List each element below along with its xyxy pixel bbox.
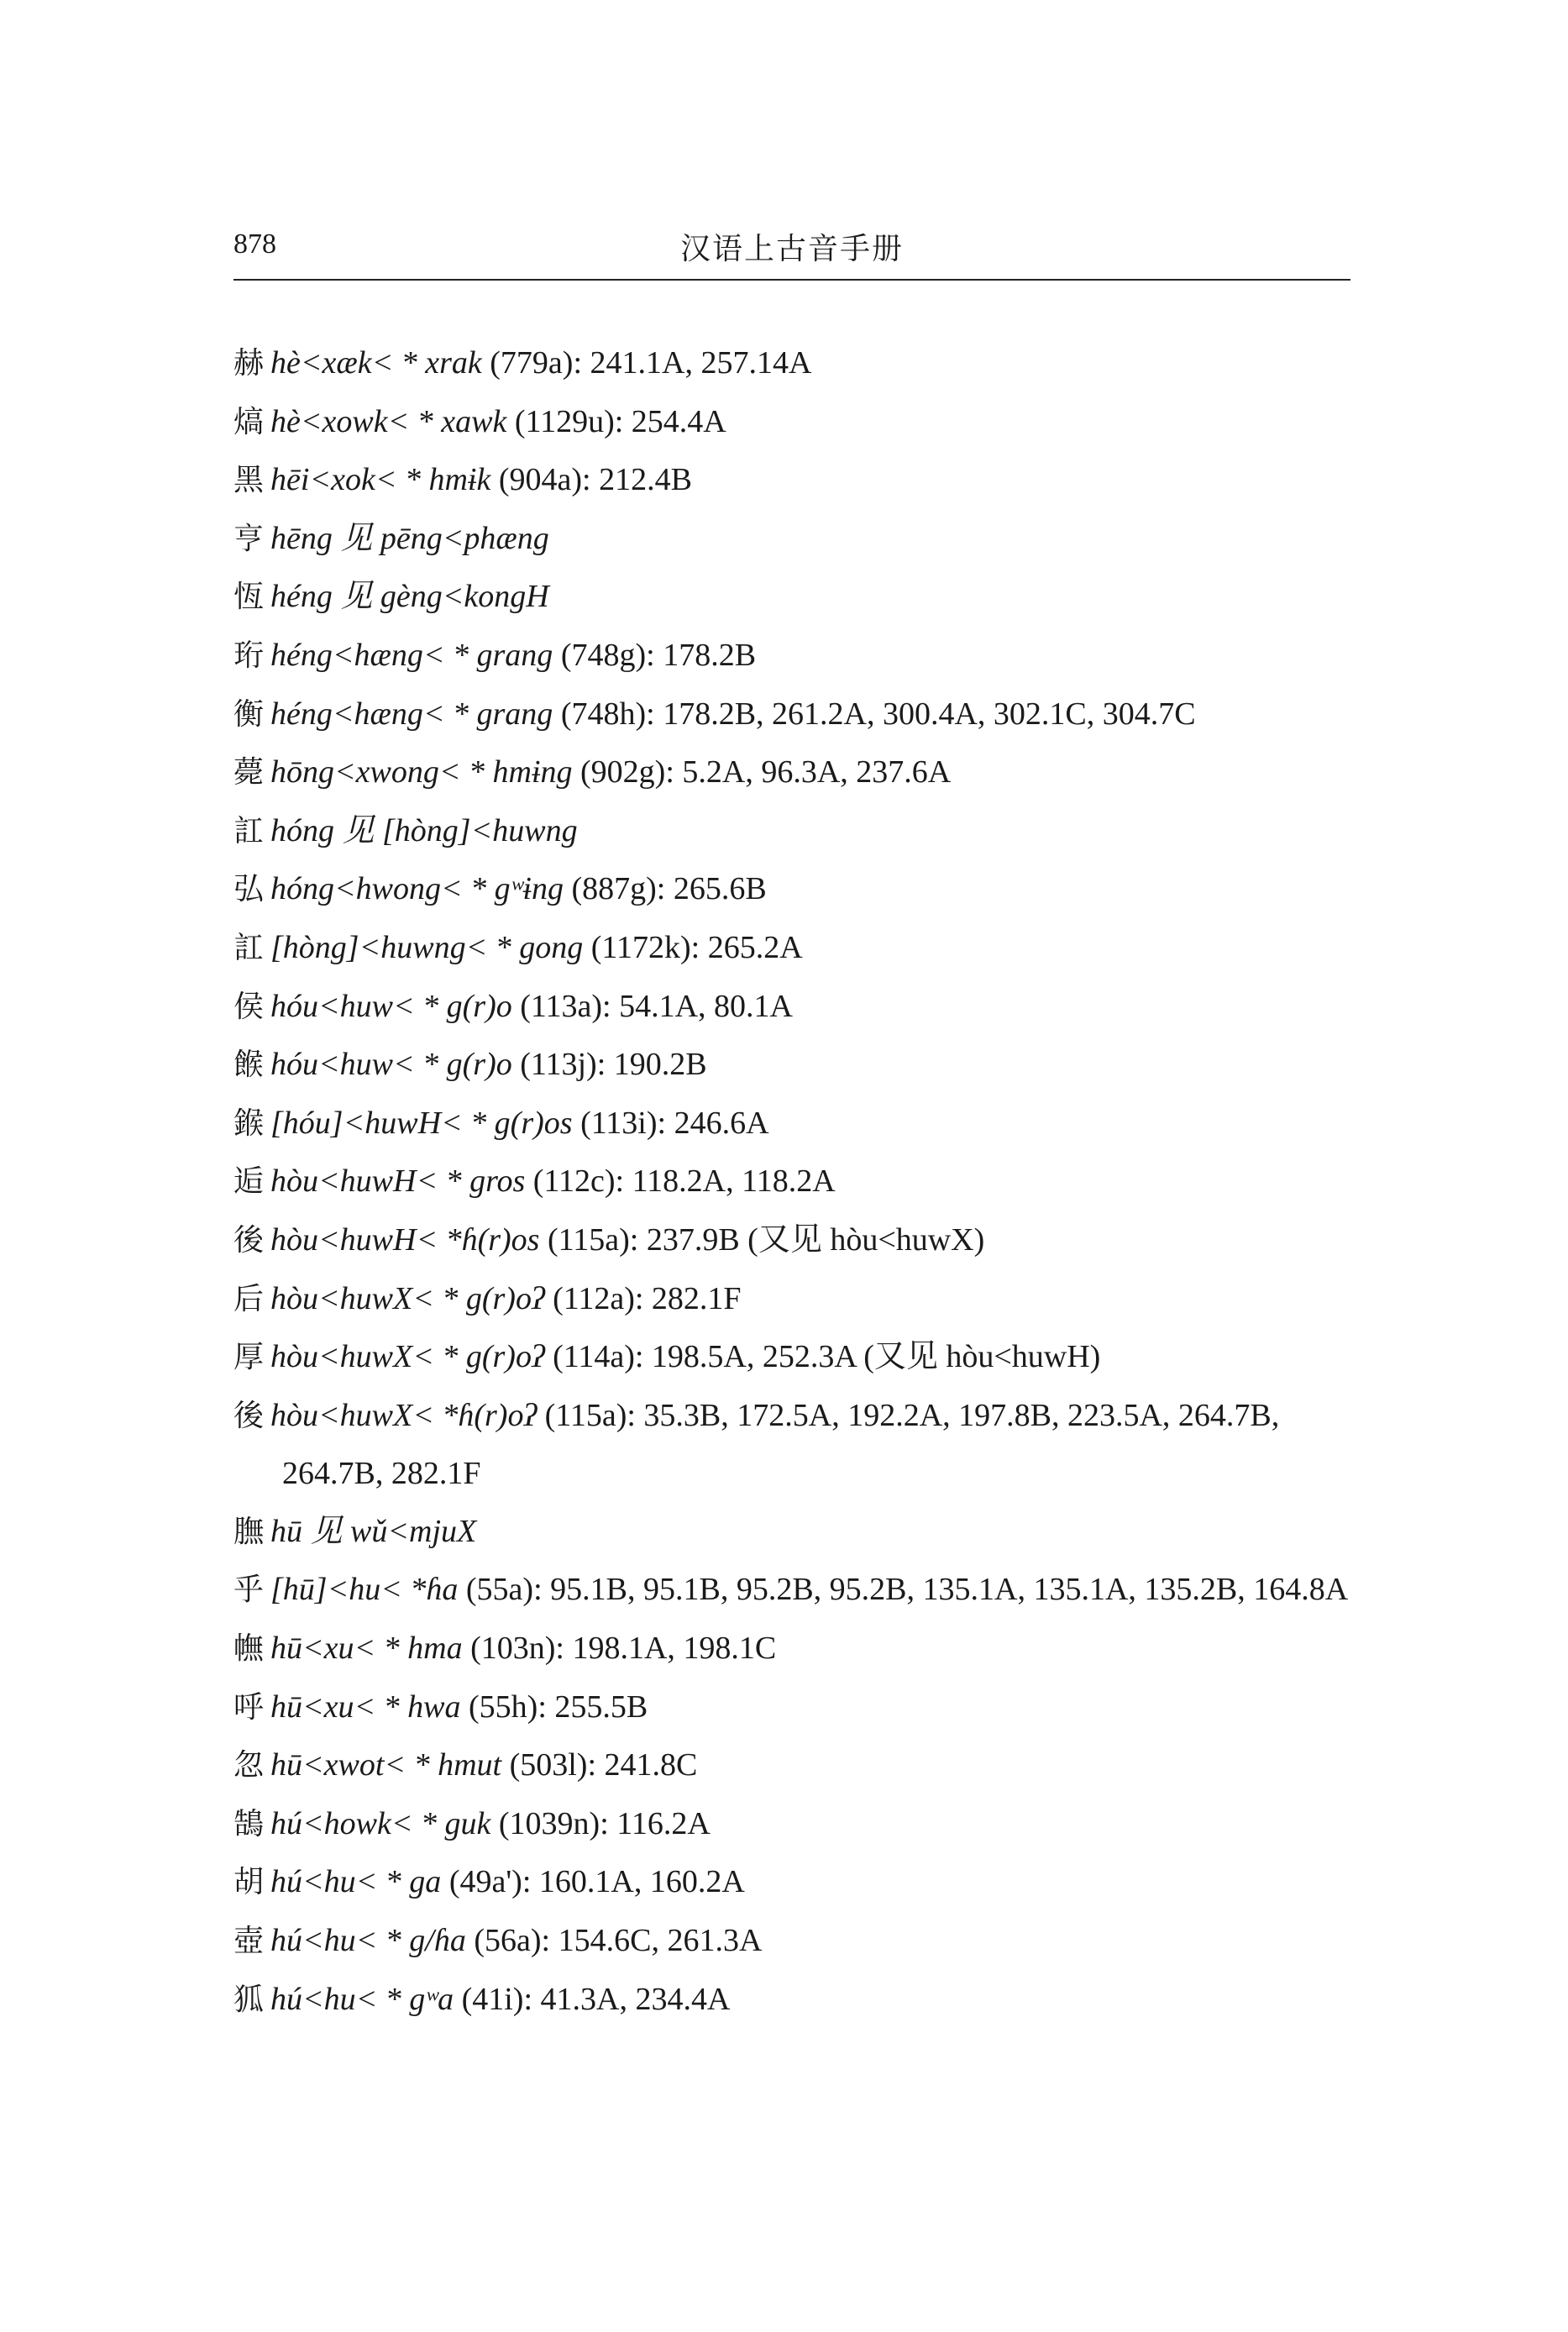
entry-references: 95.1B, 95.1B, 95.2B, 95.2B, 135.1A, 135.1A, 135.2B, 164.8A [542,1572,1349,1608]
entry-character: 後 [233,1222,265,1258]
entry-character: 逅 [233,1164,265,1200]
entry-reading: héng<hæng< * grang [270,637,553,673]
entry-gsr-number: (56a): [465,1923,551,1959]
entry-references: 237.9B (又见 hòu<huwX) [638,1221,985,1258]
entry-references: 154.6C, 261.3A [550,1923,763,1959]
entry-reading: [hū]<hu< *ɦa [270,1572,459,1608]
dictionary-entry [233,1095,1350,1153]
entry-reading: hū 见 wǔ<mjuX [270,1513,477,1549]
dictionary-entry [233,1678,1350,1737]
entry-gsr-number: (112c): [525,1163,625,1200]
dictionary-entry [233,919,1350,978]
entry-gsr-number: (748h): [553,696,655,732]
entry-gsr-number: (748g): [553,637,655,673]
entry-references: 212.4B [590,462,692,498]
entry-gsr-number: (113j): [511,1047,606,1083]
page-number: 878 [233,228,276,260]
entry-character: 后 [233,1281,265,1316]
entry-reading: hēi<xok< * hmɨk [270,462,491,498]
entry-reading: hú<howk< * guk [270,1805,491,1841]
entry-reading: hū<xu< * hwa [270,1689,461,1725]
dictionary-entry [233,1153,1350,1211]
entry-references: 116.2A [608,1805,711,1841]
dictionary-entry [233,510,1350,569]
entry-character: 恆 [233,580,265,615]
dictionary-entry [233,334,1350,393]
entry-reading: hú<hu< * g/ɦa [270,1923,466,1959]
entry-character: 侯 [233,989,265,1024]
entry-reading: hōng<xwong< * hmɨng [270,754,573,790]
entry-gsr-number: (113i): [572,1105,667,1141]
entry-reading: [hòng]<huwng< * gong [270,929,584,965]
entry-gsr-number: (115a): [539,1221,639,1258]
entry-gsr-number: (41i): [454,1981,533,2017]
dictionary-entry [233,1036,1350,1095]
entry-reading: hóu<huw< * g(r)o [270,1047,512,1083]
entry-gsr-number: (904a): [490,462,591,498]
entry-character: 厚 [233,1340,265,1375]
entry-character: 胡 [233,1865,265,1900]
entry-references: 265.2A [700,929,803,965]
dictionary-entry [233,1328,1350,1387]
dictionary-entry [233,1736,1350,1795]
entry-references: 54.1A, 80.1A [611,988,793,1024]
dictionary-entry [233,1795,1350,1854]
entry-gsr-number: (902g): [572,754,674,790]
entry-references: 5.2A, 96.3A, 237.6A [674,754,952,790]
dictionary-entry [233,743,1350,802]
entry-reading: hè<xæk< * xrak [270,345,482,381]
entry-character: 膴 [233,1514,265,1549]
entry-reading: héng<hæng< * grang [270,696,553,732]
entry-reading: hòu<huwH< *ɦ(r)os [270,1221,540,1258]
dictionary-entry [233,393,1350,452]
entry-character: 赫 [233,346,265,381]
entry-gsr-number: (1039n): [490,1805,609,1841]
entry-references: 160.1A, 160.2A [531,1864,745,1900]
entry-gsr-number: (503l): [501,1747,597,1783]
entry-reading: hóu<huw< * g(r)o [270,988,512,1024]
entry-gsr-number: (115a): [537,1397,636,1433]
entry-references: 41.3A, 234.4A [532,1981,731,2017]
entry-character: 乎 [233,1573,265,1608]
page-header [233,225,1350,281]
entry-gsr-number: (103n): [462,1631,564,1667]
entry-references: 282.1F [643,1280,742,1316]
dictionary-entry [233,451,1350,510]
entry-reading: hòu<huwX< *ɦ(r)oʔ [270,1397,538,1433]
dictionary-entry [233,1387,1350,1503]
entry-references: 241.1A, 257.14A [582,345,812,381]
entry-gsr-number: (113a): [511,988,611,1024]
entry-character: 呼 [233,1689,265,1725]
dictionary-entry [233,1561,1350,1620]
entry-reading: hēng 见 pēng<phæng [270,520,549,556]
dictionary-entry [233,1270,1350,1329]
dictionary-entry [233,1503,1350,1562]
dictionary-entry [233,860,1350,919]
entry-character: 弘 [233,872,265,907]
entry-reading: [hóu]<huwH< * g(r)os [270,1105,573,1141]
entry-references: 178.2B, 261.2A, 300.4A, 302.1C, 304.7C [654,696,1196,732]
entry-references: 178.2B [654,637,757,673]
dictionary-entry [233,685,1350,744]
entry-character: 衡 [233,696,265,732]
entry-character: 黑 [233,463,265,498]
entry-reading: hòu<huwX< * g(r)oʔ [270,1339,545,1375]
dictionary-entry [233,978,1350,1037]
entry-character: 訌 [233,813,265,848]
entry-reading: hè<xowk< * xawk [270,403,507,439]
entry-gsr-number: (49a'): [441,1864,532,1900]
entry-references: 255.5B [546,1689,648,1725]
entry-character: 薨 [233,755,265,790]
entry-reading: hú<hu< * gʷa [270,1981,454,2017]
entry-references: 241.8C [596,1747,698,1783]
entry-reading: hóng<hwong< * gʷɨng [270,871,564,907]
entry-gsr-number: (779a): [481,345,582,381]
entry-reading: héng 见 gèng<kongH [270,579,549,615]
entry-references: 265.6B [665,871,767,907]
dictionary-entry [233,1853,1350,1912]
entry-reading: hū<xu< * hma [270,1631,463,1667]
dictionary-entry [233,802,1350,861]
dictionary-entry [233,1971,1350,2030]
entry-character: 亨 [233,521,265,556]
entry-gsr-number: (55h): [460,1689,547,1725]
dictionary-entry [233,568,1350,627]
entry-character: 珩 [233,638,265,673]
entry-reading: hū<xwot< * hmut [270,1747,502,1783]
entry-reading: hú<hu< * ga [270,1864,442,1900]
entry-character: 熇 [233,404,265,439]
entry-character: 幠 [233,1631,265,1667]
running-title: 汉语上古音手册 [679,232,904,266]
entry-gsr-number: (114a): [544,1339,644,1375]
entry-references: 118.2A, 118.2A [624,1163,836,1200]
entry-reading: hòu<huwH< * gros [270,1163,526,1200]
entry-references: 190.2B [606,1047,707,1083]
entry-character: 壺 [233,1924,265,1959]
dictionary-entry [233,1620,1350,1678]
entry-references: 254.4A [623,403,726,439]
entry-references: 246.6A [666,1105,769,1141]
dictionary-entry [233,1211,1350,1270]
entry-list [233,334,1350,2029]
entry-references: 35.3B, 172.5A, 192.2A, 197.8B, 223.5A, 264.7B, 264.7B, 282.1F [282,1397,1280,1492]
entry-character: 後 [233,1398,265,1433]
entry-reading: hóng 见 [hòng]<huwng [270,812,578,848]
entry-character: 忽 [233,1748,265,1783]
entry-gsr-number: (112a): [544,1280,644,1316]
dictionary-entry [233,1912,1350,1971]
entry-reading: hòu<huwX< * g(r)oʔ [270,1280,545,1316]
entry-references: 198.1A, 198.1C [564,1631,777,1667]
entry-gsr-number: (1129u): [506,403,624,439]
entry-character: 鍭 [233,1106,265,1141]
entry-character: 訌 [233,930,265,965]
dictionary-entry [233,627,1350,685]
entry-character: 餱 [233,1048,265,1083]
entry-character: 鵠 [233,1806,265,1841]
entry-character: 狐 [233,1982,265,2017]
entry-gsr-number: (887g): [564,871,666,907]
entry-gsr-number: (55a): [458,1572,543,1608]
entry-references: 198.5A, 252.3A (又见 hòu<huwH) [643,1339,1101,1375]
entry-gsr-number: (1172k): [583,929,700,965]
